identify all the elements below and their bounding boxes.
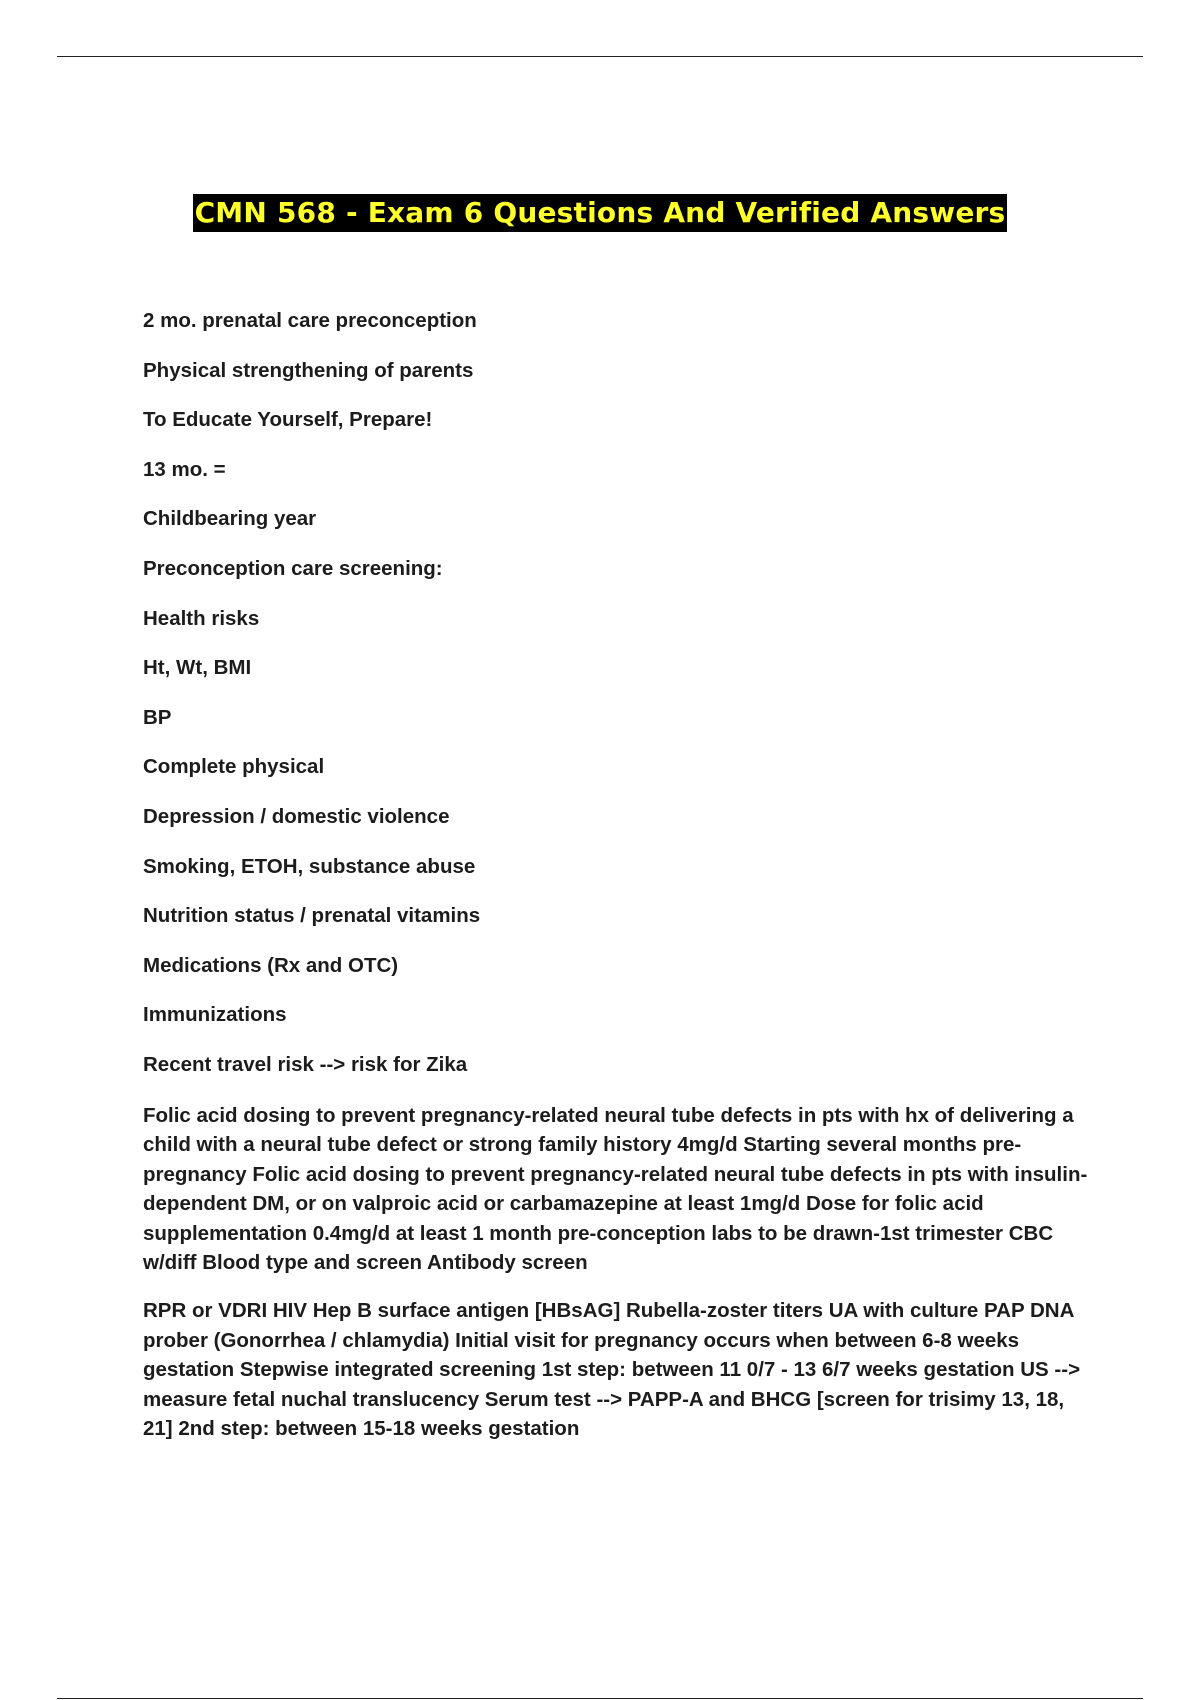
list-item: Smoking, ETOH, substance abuse bbox=[143, 854, 476, 878]
list-item: 13 mo. = bbox=[143, 457, 226, 481]
document-title: CMN 568 - Exam 6 Questions And Verified Answers bbox=[193, 194, 1008, 232]
list-item: Immunizations bbox=[143, 1003, 287, 1027]
list-item: Depression / domestic violence bbox=[143, 804, 450, 828]
list-item: Physical strengthening of parents bbox=[143, 358, 474, 382]
list-item: BP bbox=[143, 705, 172, 729]
paragraph-screening: RPR or VDRI HIV Hep B surface antigen [HBsAG] Rubella-zoster titers UA with culture PAP DNA prober (Gonorrhea / chlamydia) Initial visit for pregnancy occurs when between 6-8 weeks gestation Stepwise integrated screening 1st step: between 11 0/7 - 13 6/7 weeks gestation US --> measure fetal nuchal translucency Serum test --> PAPP-A and BHCG [screen for trisimy 13, 18, 21] 2nd step: between 15-18 weeks gestation bbox=[143, 1299, 1081, 1441]
list-item: To Educate Yourself, Prepare! bbox=[143, 408, 433, 432]
list-item: Preconception care screening: bbox=[143, 556, 443, 580]
list-item: Complete physical bbox=[143, 755, 325, 779]
document-body bbox=[143, 307, 1093, 1462]
paragraph-folic-acid: Folic acid dosing to prevent pregnancy-related neural tube defects in pts with hx of delivering a child with a neural tube defect or strong family history 4mg/d Starting several months pre-pregnancy Folic acid dosing to prevent pregnancy-related neural tube defects in pts with insulin-dependent DM, or on valproic acid or carbamazepine at least 1mg/d Dose for folic acid supplementation 0.4mg/d at least 1 month pre-conception labs to be drawn-1st trimester CBC w/diff Blood type and screen Antibody screen bbox=[143, 1103, 1088, 1275]
list-item: Ht, Wt, BMI bbox=[143, 656, 252, 680]
list-item: Health risks bbox=[143, 606, 260, 630]
footer-divider bbox=[57, 1698, 1143, 1699]
header-divider bbox=[57, 56, 1143, 57]
list-item: 2 mo. prenatal care preconception bbox=[143, 309, 477, 332]
list-item: Medications (Rx and OTC) bbox=[143, 953, 399, 977]
list-item: Childbearing year bbox=[143, 507, 317, 531]
title-container bbox=[0, 194, 1200, 232]
list-item: Recent travel risk --> risk for Zika bbox=[143, 1052, 468, 1076]
list-item: Nutrition status / prenatal vitamins bbox=[143, 904, 481, 928]
